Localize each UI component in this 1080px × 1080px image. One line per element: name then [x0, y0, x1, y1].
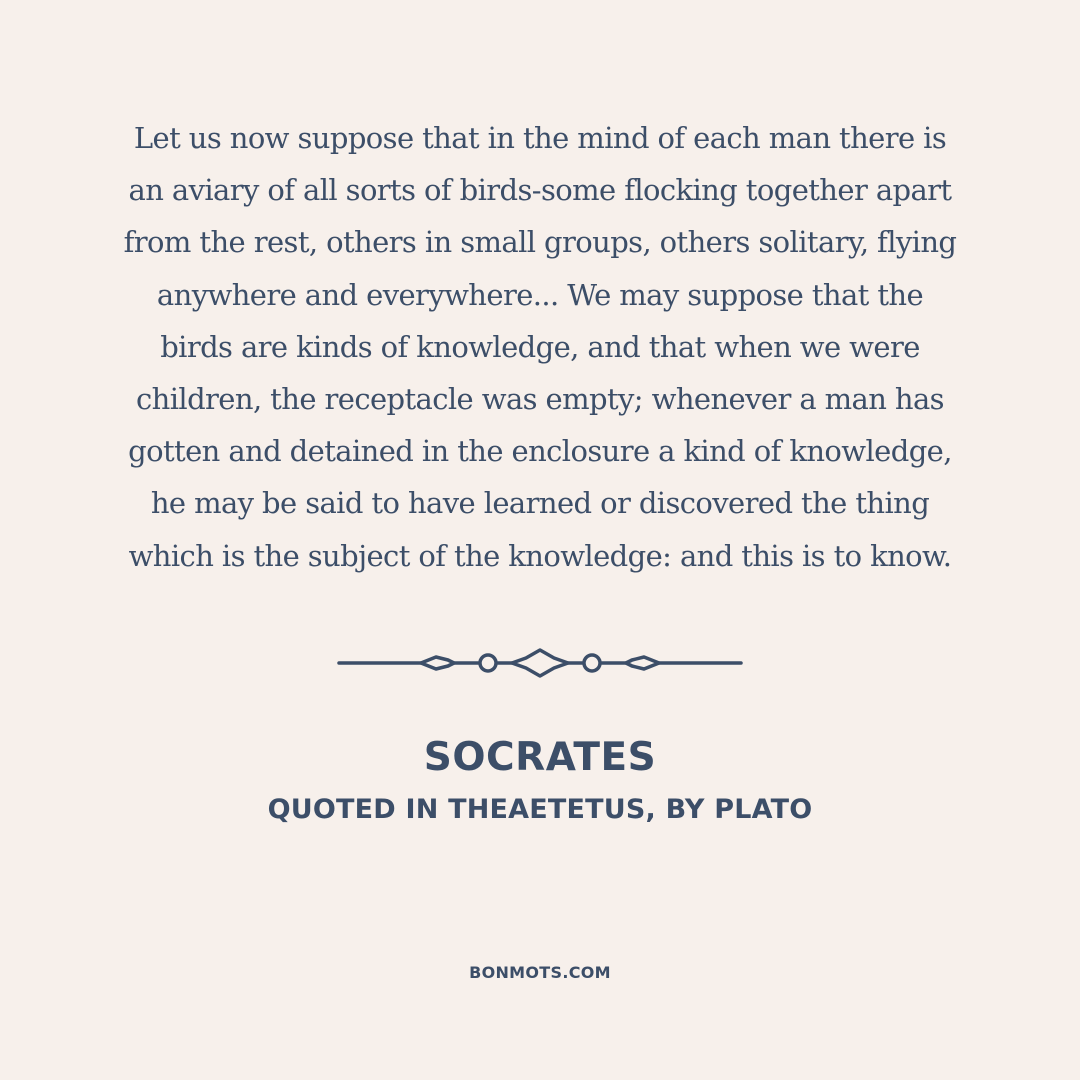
- quote-author: SOCRATES: [423, 735, 657, 780]
- quote-text: [90, 112, 990, 582]
- site-credit: BONMOTS.COM: [469, 963, 611, 982]
- quote-line: which is the subject of the knowledge: and this is to know.: [128, 538, 952, 573]
- quote-line: children, the receptacle was empty; whenever a man has: [136, 382, 944, 417]
- quote-line: from the rest, others in small groups, others solitary, flying: [123, 225, 957, 260]
- quote-line: gotten and detained in the enclosure a kind of knowledge,: [128, 434, 952, 469]
- quote-line: he may be said to have learned or discovered the thing: [150, 486, 930, 521]
- quote-line: Let us now suppose that in the mind of each man there is: [133, 121, 947, 155]
- quote-line: birds are kinds of knowledge, and that when we were: [160, 329, 920, 364]
- quote-source: QUOTED IN THEAETETUS, BY PLATO: [267, 794, 813, 825]
- quote-line: anywhere and everywhere... We may suppose that the: [156, 277, 924, 312]
- quote-line: an aviary of all sorts of birds-some flocking together apart: [128, 173, 952, 208]
- ornamental-divider-icon: [336, 648, 744, 678]
